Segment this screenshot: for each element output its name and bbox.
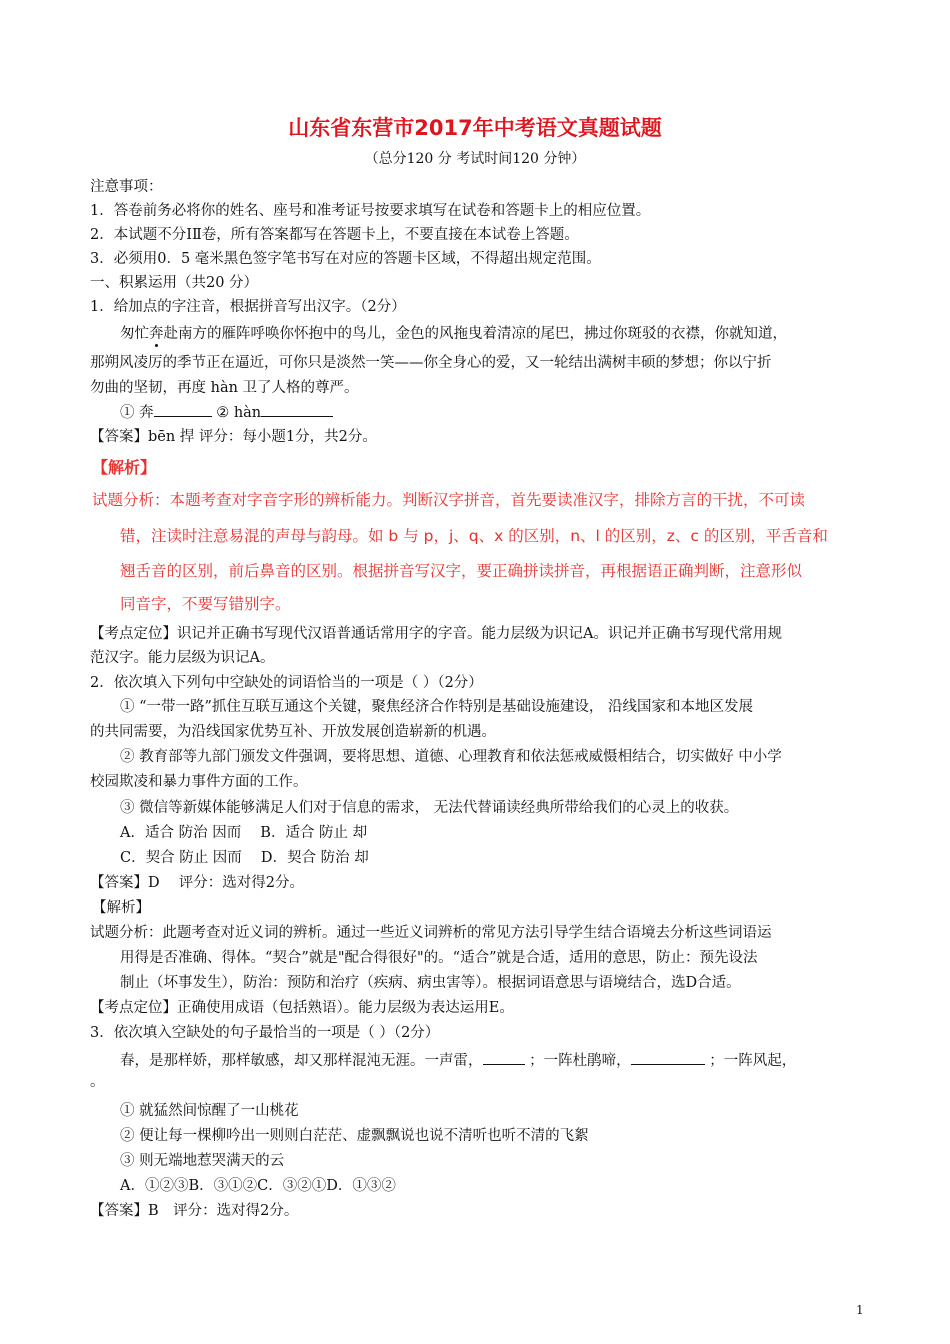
passage-text: 赴南方的雁阵呼唤你怀抱中的鸟儿，金色的风拖曳着清凉的尾巴，拂过你斑驳的衣襟，你就知道， (163, 326, 787, 342)
kaodian-line: 【考点定位】正确使用成语（包括熟语）。能力层级为表达运用E。 (90, 1000, 514, 1016)
analysis-heading: 【解析】 (92, 458, 157, 477)
notice-item: 2．本试题不分ⅠⅡ卷，所有答案都写在答题卡上，不要直接在本试卷上答题。 (90, 227, 579, 243)
blank-label: ① 奔 (120, 405, 154, 421)
page-title: 山东省东营市2017年中考语文真题试题 (288, 116, 662, 140)
notice-item: 3．必须用0．5 毫米黑色签字笔书写在对应的答题卡区域，不得超出规定范围。 (90, 251, 601, 267)
passage-line: 。 (90, 1074, 105, 1090)
analysis-line: 试题分析：此题考查对近义词的辨析。通过一些近义词辨析的常见方法引导学生结合语境去分析这些词语运 (90, 925, 772, 941)
exam-meta: （总分120 分 考试时间120 分钟） (364, 151, 586, 167)
question-stem: 3．依次填入空缺处的句子最恰当的一项是（ ）（2分） (90, 1025, 440, 1041)
sentence-line: ① “一带一路”抓住互联互通这个关键，聚焦经济合作特别是基础设施建设， 沿线国家和本地区发展 (120, 699, 754, 715)
blank-line (631, 1050, 705, 1065)
kaodian-line: 范汉字。能力层级为识记A。 (90, 650, 275, 666)
option-line: C．契合 防止 因而 D．契合 防治 却 (120, 850, 369, 866)
analysis-line: 同音字，不要写错别字。 (120, 595, 291, 613)
section-heading: 一、积累运用（共20 分） (90, 275, 259, 291)
passage-line (120, 1050, 796, 1071)
sentence-line: ③ 微信等新媒体能够满足人们对于信息的需求， 无法代替诵读经典所带给我们的心灵上的收获。 (120, 800, 739, 816)
option-line: A．适合 防治 因而 B．适合 防止 却 (120, 825, 368, 841)
notice-item: 1．答卷前务必将你的姓名、座号和准考证号按要求填写在试卷和答题卡上的相应位置。 (90, 203, 651, 219)
analysis-line: 翘舌音的区别，前后鼻音的区别。根据拼音写汉字，要正确拼读拼音，再根据语正确判断，注意形似 (120, 562, 803, 580)
answer-line: 【答案】bēn 捍 评分：每小题1分，共2分。 (90, 429, 377, 445)
sentence-line: 的共同需要，为沿线国家优势互补、开放发展创造崭新的机遇。 (90, 724, 496, 740)
option-line: A．①②③B．③①②C．③②①D．①③② (120, 1178, 396, 1194)
analysis-heading: 【解析】 (92, 900, 150, 916)
analysis-line: 试题分析：本题考查对字音字形的辨析能力。判断汉字拼音，首先要读准汉字，排除方言的干扰，不可读 (92, 491, 806, 509)
notice-heading: 注意事项： (90, 179, 163, 195)
analysis-line: 用得是否准确、得体。“契合”就是"配合得很好"的。“适合”就是合适，适用的意思，防止：预先设法 (120, 950, 758, 966)
blank-line (483, 1050, 525, 1065)
analysis-line: 错，注读时注意易混的声母与韵母。如 b 与 p，j、q、x 的区别，n、l 的区别，z、c 的区别，平舌音和 (120, 527, 828, 545)
passage-line: 那朔风凌厉的季节正在逼近，可你只是淡然一笑——你全身心的爱，又一轮结出满树丰硕的梦想；你以宁折 (90, 355, 772, 371)
choice-sentence: ② 便让每一棵柳吟出一则则白茫茫、虚飘飘说也说不清听也听不清的飞絮 (120, 1128, 589, 1144)
answer-blanks (120, 402, 333, 423)
blank-line (154, 402, 212, 417)
sentence-line: 校园欺凌和暴力事件方面的工作。 (90, 774, 308, 790)
page-number: 1 (856, 1303, 864, 1317)
choice-sentence: ① 就猛然间惊醒了一山桃花 (120, 1103, 299, 1119)
answer-line: 【答案】B 评分：选对得2分。 (90, 1203, 299, 1219)
dotted-char: 奔 (149, 326, 164, 342)
analysis-line: 制止（坏事发生），防治：预防和治疗（疾病、病虫害等）。根据词语意思与语境结合，选D合适。 (120, 975, 741, 991)
question-stem: 1．给加点的字注音，根据拼音写出汉字。（2分） (90, 299, 406, 315)
answer-line: 【答案】D 评分：选对得2分。 (90, 875, 304, 891)
question-stem: 2．依次填入下列句中空缺处的词语恰当的一项是（ ）（2分） (90, 675, 483, 691)
blank-line (261, 402, 333, 417)
passage-line: 勿曲的坚韧，再度 hàn 卫了人格的尊严。 (90, 380, 359, 396)
passage-line (120, 324, 787, 344)
passage-text: 春，是那样娇，那样敏感，却又那样混沌无涯。一声雷， (120, 1053, 483, 1069)
kaodian-line: 【考点定位】识记并正确书写现代汉语普通话常用字的字音。能力层级为识记A。识记并正确书写现代常用规 (90, 626, 782, 642)
passage-text: ；一阵杜鹃啼， (529, 1053, 631, 1069)
passage-text: ；一阵风起， (709, 1053, 797, 1069)
choice-sentence: ③ 则无端地惹哭满天的云 (120, 1153, 285, 1169)
passage-text: 匆忙 (120, 326, 149, 342)
sentence-line: ② 教育部等九部门颁发文件强调，要将思想、道德、心理教育和依法惩戒威慑相结合，切实做好 中小学 (120, 749, 782, 765)
blank-label: ② hàn (216, 405, 262, 421)
